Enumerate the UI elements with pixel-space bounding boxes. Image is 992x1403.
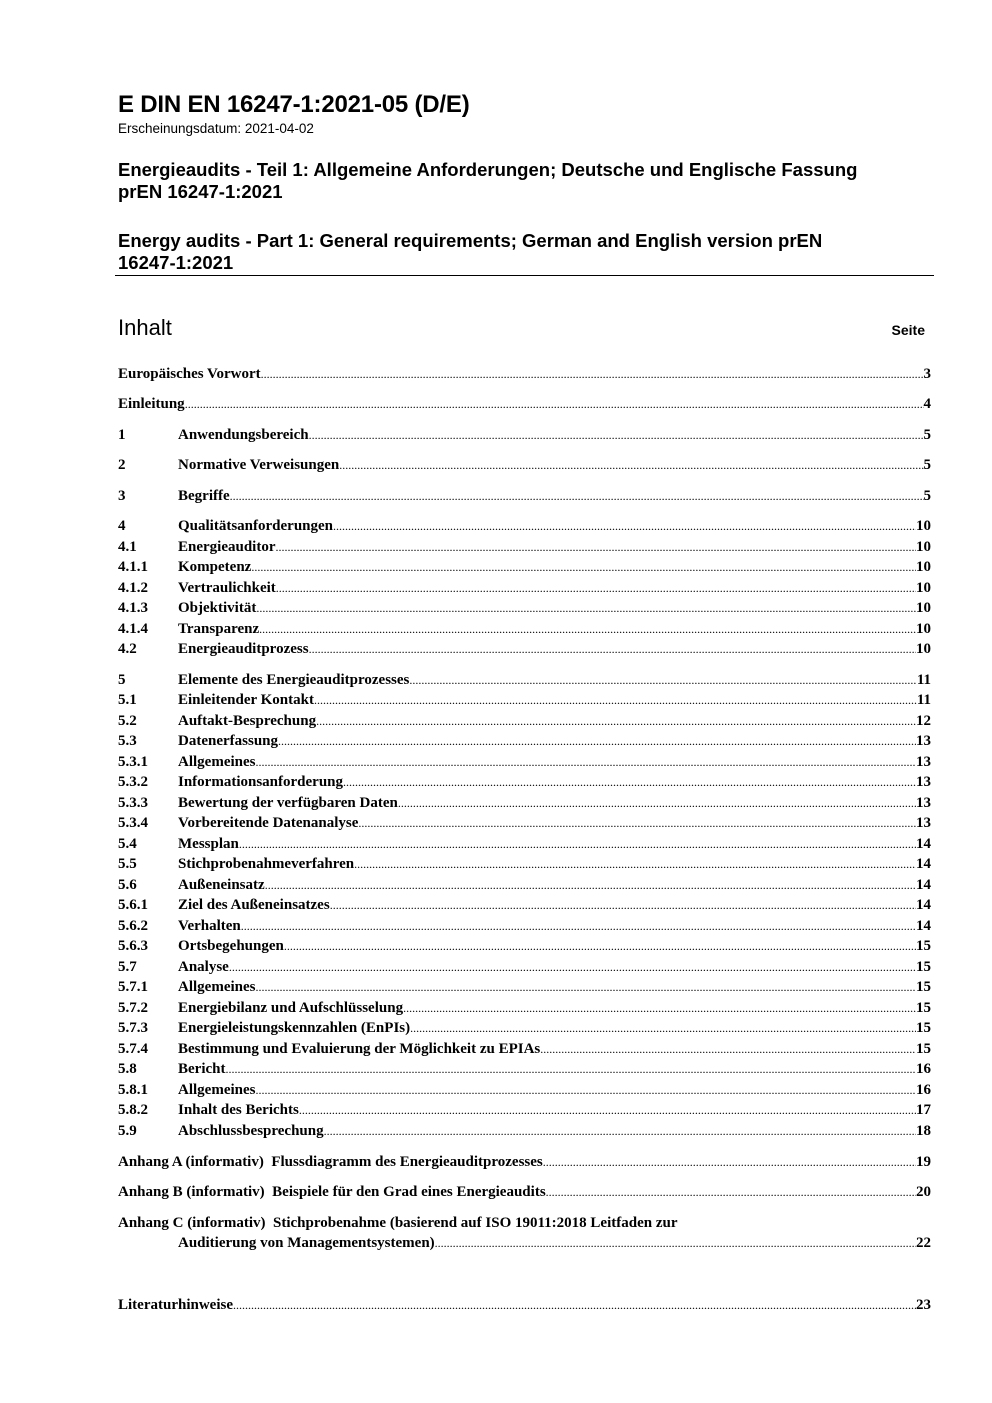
toc-entry-page: 19 (916, 1154, 931, 1170)
toc-entry[interactable] (118, 1080, 931, 1100)
toc-leader (330, 895, 916, 915)
toc-entry-title: Bestimmung und Evaluierung der Möglichkeit zu EPIAs (178, 1041, 541, 1057)
toc-page-label: Seite (891, 322, 925, 338)
toc-leader (278, 731, 916, 751)
toc-entry[interactable] (118, 916, 931, 936)
toc-leader (255, 977, 916, 997)
toc-entry[interactable] (118, 1018, 931, 1038)
toc-entry[interactable] (118, 364, 931, 384)
toc-entry[interactable] (118, 619, 931, 639)
title-english-line-1: Energy audits - Part 1: General requirements; German and English version prEN (118, 230, 823, 251)
toc-entry-continuation[interactable] (178, 1233, 931, 1253)
toc-leader (410, 1018, 916, 1038)
toc-leader (276, 537, 917, 557)
toc-entry[interactable] (118, 1121, 931, 1141)
toc-entry-page: 15 (916, 938, 931, 954)
toc-entry-number: 5.3.3 (118, 795, 148, 811)
toc-entry-number: 5.1 (118, 692, 137, 708)
toc-leader (314, 690, 917, 710)
toc-entry-page: 15 (916, 1020, 931, 1036)
toc-leader (546, 1182, 916, 1202)
toc-entry[interactable] (118, 957, 931, 977)
toc-entry-page: 15 (916, 1000, 931, 1016)
toc-entry-title-line-2: Auditierung von Managementsystemen) (178, 1235, 435, 1251)
toc-entry-title: Analyse (178, 959, 229, 975)
toc-entry-title: Datenerfassung (178, 733, 278, 749)
document-title: E DIN EN 16247-1:2021-05 (D/E) (118, 91, 470, 118)
toc-entry[interactable] (118, 834, 931, 854)
toc-leader (239, 834, 916, 854)
toc-entry-page: 14 (916, 856, 931, 872)
toc-entry[interactable] (118, 516, 931, 536)
toc-entry-number: 5.7 (118, 959, 137, 975)
title-german (118, 159, 933, 203)
toc-entry-page: 23 (916, 1297, 931, 1313)
toc-entry[interactable] (118, 977, 931, 997)
toc-leader (543, 1152, 916, 1172)
toc-entry-title: Literaturhinweise (118, 1297, 233, 1313)
toc-entry-page: 10 (916, 641, 931, 657)
toc-entry-number: 2 (118, 457, 126, 473)
toc-entry-page: 15 (916, 1041, 931, 1057)
toc-entry-title: Abschlussbesprechung (178, 1123, 324, 1139)
toc-leader (343, 772, 916, 792)
toc-leader (256, 598, 916, 618)
toc-entry-title: Energieauditprozess (178, 641, 309, 657)
toc-leader (316, 711, 916, 731)
toc-leader (324, 1121, 916, 1141)
toc-entry-number: 4 (118, 518, 126, 534)
toc-leader (230, 486, 924, 506)
toc-entry[interactable] (118, 690, 931, 710)
toc-leader (229, 957, 916, 977)
toc-entry[interactable] (118, 731, 931, 751)
toc-entry[interactable] (118, 854, 931, 874)
toc-entry-number: 5.8.1 (118, 1082, 148, 1098)
toc-entry-title: Anhang C (informativ) Stichprobenahme (basierend auf ISO 19011:2018 Leitfaden zur (118, 1215, 678, 1231)
toc-entry-page: 15 (916, 979, 931, 995)
toc-leader (354, 854, 916, 874)
toc-entry[interactable] (118, 936, 931, 956)
toc-leader (284, 936, 916, 956)
toc-leader (251, 557, 916, 577)
toc-entry-title: Elemente des Energieauditprozesses (178, 672, 410, 688)
toc-entry-number: 5.5 (118, 856, 137, 872)
toc-entry-number: 5.3.1 (118, 754, 148, 770)
toc-entry-number: 5.3.2 (118, 774, 148, 790)
toc-entry-title: Stichprobenahmeverfahren (178, 856, 355, 872)
toc-entry-number: 5.7.4 (118, 1041, 148, 1057)
toc-entry-title: Qualitätsanforderungen (178, 518, 334, 534)
toc-entry-title: Anhang B (informativ) Beispiele für den Grad eines Energieaudits (118, 1184, 546, 1200)
toc-entry-title: Einleitung (118, 396, 185, 412)
toc-entry-page: 14 (916, 918, 931, 934)
toc-entry-title: Vorbereitende Datenanalyse (178, 815, 359, 831)
toc-entry-title: Verhalten (178, 918, 241, 934)
toc-leader (299, 1100, 916, 1120)
toc-entry-page: 10 (916, 559, 931, 575)
toc-entry-page: 10 (916, 518, 931, 534)
toc-entry-page: 3 (923, 366, 931, 382)
toc-leader (255, 1080, 916, 1100)
toc-entry-title: Anwendungsbereich (178, 427, 309, 443)
toc-entry-title: Begriffe (178, 488, 230, 504)
toc-entry-number: 4.1 (118, 539, 137, 555)
toc-entry-page: 11 (916, 672, 931, 688)
toc-entry-title: Vertraulichkeit (178, 580, 276, 596)
toc-entry-number: 4.1.3 (118, 600, 148, 616)
toc-entry-number: 5.6.1 (118, 897, 148, 913)
toc-entry[interactable] (118, 998, 931, 1018)
toc-entry-page: 5 (923, 488, 931, 504)
toc-entry-page: 17 (916, 1102, 931, 1118)
toc-entry-title: Normative Verweisungen (178, 457, 340, 473)
toc-leader (276, 578, 916, 598)
toc-entry[interactable] (118, 578, 931, 598)
toc-entry[interactable] (118, 455, 931, 475)
toc-leader (409, 670, 916, 690)
toc-entry-number: 4.2 (118, 641, 137, 657)
toc-entry[interactable] (118, 895, 931, 915)
toc-heading: Inhalt (118, 315, 172, 340)
toc-entry[interactable] (118, 670, 931, 690)
toc-entry[interactable] (118, 813, 931, 833)
toc-entry-number: 5.4 (118, 836, 137, 852)
toc-entry-number: 5.9 (118, 1123, 137, 1139)
toc-entry-page: 13 (916, 815, 931, 831)
toc-entry-number: 4.1.4 (118, 621, 148, 637)
toc-entry-page: 13 (916, 754, 931, 770)
toc-entry-title: Messplan (178, 836, 239, 852)
toc-entry[interactable] (118, 752, 931, 772)
toc-entry[interactable] (118, 772, 931, 792)
toc-entry-page: 10 (916, 580, 931, 596)
toc-entry[interactable] (118, 1152, 931, 1172)
toc-entry-number: 5.7.2 (118, 1000, 148, 1016)
toc-entry-title: Ortsbegehungen (178, 938, 284, 954)
toc-entry[interactable] (118, 1182, 931, 1202)
toc-entry-page: 13 (916, 795, 931, 811)
toc-entry-page: 10 (916, 539, 931, 555)
toc-leader (309, 639, 916, 659)
toc-entry-title: Einleitender Kontakt (178, 692, 314, 708)
toc-entry-page: 15 (916, 959, 931, 975)
toc-leader (265, 875, 916, 895)
toc-leader (185, 394, 924, 414)
toc-entry-title: Allgemeines (178, 754, 256, 770)
toc-leader (261, 364, 924, 384)
toc-entry-page: 22 (916, 1235, 931, 1251)
toc-entry[interactable] (118, 557, 931, 577)
toc-entry-page: 10 (916, 600, 931, 616)
toc-entry-title: Informationsanforderung (178, 774, 344, 790)
toc-entry-page: 16 (916, 1061, 931, 1077)
toc-leader (358, 813, 916, 833)
toc-entry-page: 14 (916, 877, 931, 893)
toc-entry-title: Kompetenz (178, 559, 252, 575)
toc-entry-title: Inhalt des Berichts (178, 1102, 299, 1118)
publication-date: Erscheinungsdatum: 2021-04-02 (118, 121, 314, 136)
toc-entry-title: Europäisches Vorwort (118, 366, 261, 382)
toc-entry[interactable] (118, 1295, 931, 1315)
toc-entry-page: 10 (916, 621, 931, 637)
toc-entry[interactable] (118, 1213, 931, 1233)
toc-entry-number: 5.7.3 (118, 1020, 148, 1036)
toc-entry-title: Auftakt-Besprechung (178, 713, 317, 729)
toc-entry-page: 5 (923, 427, 931, 443)
toc-entry-number: 5.3.4 (118, 815, 148, 831)
toc-leader (309, 425, 924, 445)
toc-entry[interactable] (118, 711, 931, 731)
toc-entry[interactable] (118, 1100, 931, 1120)
toc-leader (339, 455, 923, 475)
toc-entry-number: 5.7.1 (118, 979, 148, 995)
toc-entry-number: 5.2 (118, 713, 137, 729)
toc-entry-number: 5.6 (118, 877, 137, 893)
toc-entry-title: Energieauditor (178, 539, 276, 555)
toc-entry-number: 5.6.2 (118, 918, 148, 934)
toc-entry-page: 16 (916, 1082, 931, 1098)
toc-entry[interactable] (118, 793, 931, 813)
toc-leader (333, 516, 916, 536)
toc-entry-page: 20 (916, 1184, 931, 1200)
toc-entry-number: 4.1.2 (118, 580, 148, 596)
toc-entry-title: Allgemeines (178, 1082, 256, 1098)
toc-leader (259, 619, 916, 639)
toc-entry-number: 5.8.2 (118, 1102, 148, 1118)
toc-entry-number: 5.6.3 (118, 938, 148, 954)
header-divider (115, 275, 934, 276)
toc-entry-page: 18 (916, 1123, 931, 1139)
toc-entry-number: 3 (118, 488, 126, 504)
toc-leader (403, 998, 916, 1018)
toc-leader (435, 1233, 916, 1253)
toc-entry-page: 13 (916, 733, 931, 749)
toc-leader (255, 752, 916, 772)
toc-entry-number: 1 (118, 427, 126, 443)
toc-entry[interactable] (118, 1059, 931, 1079)
toc-entry-title: Transparenz (178, 621, 260, 637)
toc-entry[interactable] (118, 425, 931, 445)
toc-entry-number: 5 (118, 672, 126, 688)
toc-entry-title: Bewertung der verfügbaren Daten (178, 795, 398, 811)
toc-entry-page: 11 (916, 692, 931, 708)
toc-entry-page: 14 (916, 836, 931, 852)
toc-entry[interactable] (118, 598, 931, 618)
title-english-line-2: 16247-1:2021 (118, 252, 234, 273)
toc-entry-title: Ziel des Außeneinsatzes (178, 897, 330, 913)
toc-entry-page: 5 (923, 457, 931, 473)
toc-entry-page: 13 (916, 774, 931, 790)
toc-entry[interactable] (118, 1039, 931, 1059)
toc-entry[interactable] (118, 639, 931, 659)
toc-leader (540, 1039, 916, 1059)
toc-entry-page: 14 (916, 897, 931, 913)
toc-entry-number: 5.8 (118, 1061, 137, 1077)
toc-entry[interactable] (118, 486, 931, 506)
toc-entry-title: Allgemeines (178, 979, 256, 995)
toc-leader (398, 793, 916, 813)
toc-entry[interactable] (118, 394, 931, 414)
toc-entry-title: Anhang A (informativ) Flussdiagramm des Energieauditprozesses (118, 1154, 543, 1170)
toc-entry-page: 4 (923, 396, 931, 412)
toc-entry-title: Energiebilanz und Aufschlüsselung (178, 1000, 404, 1016)
toc-entry-number: 4.1.1 (118, 559, 148, 575)
toc-entry-number: 5.3 (118, 733, 137, 749)
toc-entry[interactable] (118, 875, 931, 895)
toc-entry-title: Bericht (178, 1061, 226, 1077)
toc-entry[interactable] (118, 537, 931, 557)
toc-entry-page: 12 (916, 713, 931, 729)
toc-entry-title: Außeneinsatz (178, 877, 265, 893)
toc-leader (225, 1059, 916, 1079)
toc-entry-title: Objektivität (178, 600, 257, 616)
toc-leader (233, 1295, 916, 1315)
title-english (118, 230, 933, 274)
title-german-line-1: Energieaudits - Teil 1: Allgemeine Anforderungen; Deutsche und Englische Fassung (118, 159, 858, 180)
toc-entry-title: Energieleistungskennzahlen (EnPIs) (178, 1020, 411, 1036)
toc-leader (241, 916, 916, 936)
title-german-line-2: prEN 16247-1:2021 (118, 181, 283, 202)
